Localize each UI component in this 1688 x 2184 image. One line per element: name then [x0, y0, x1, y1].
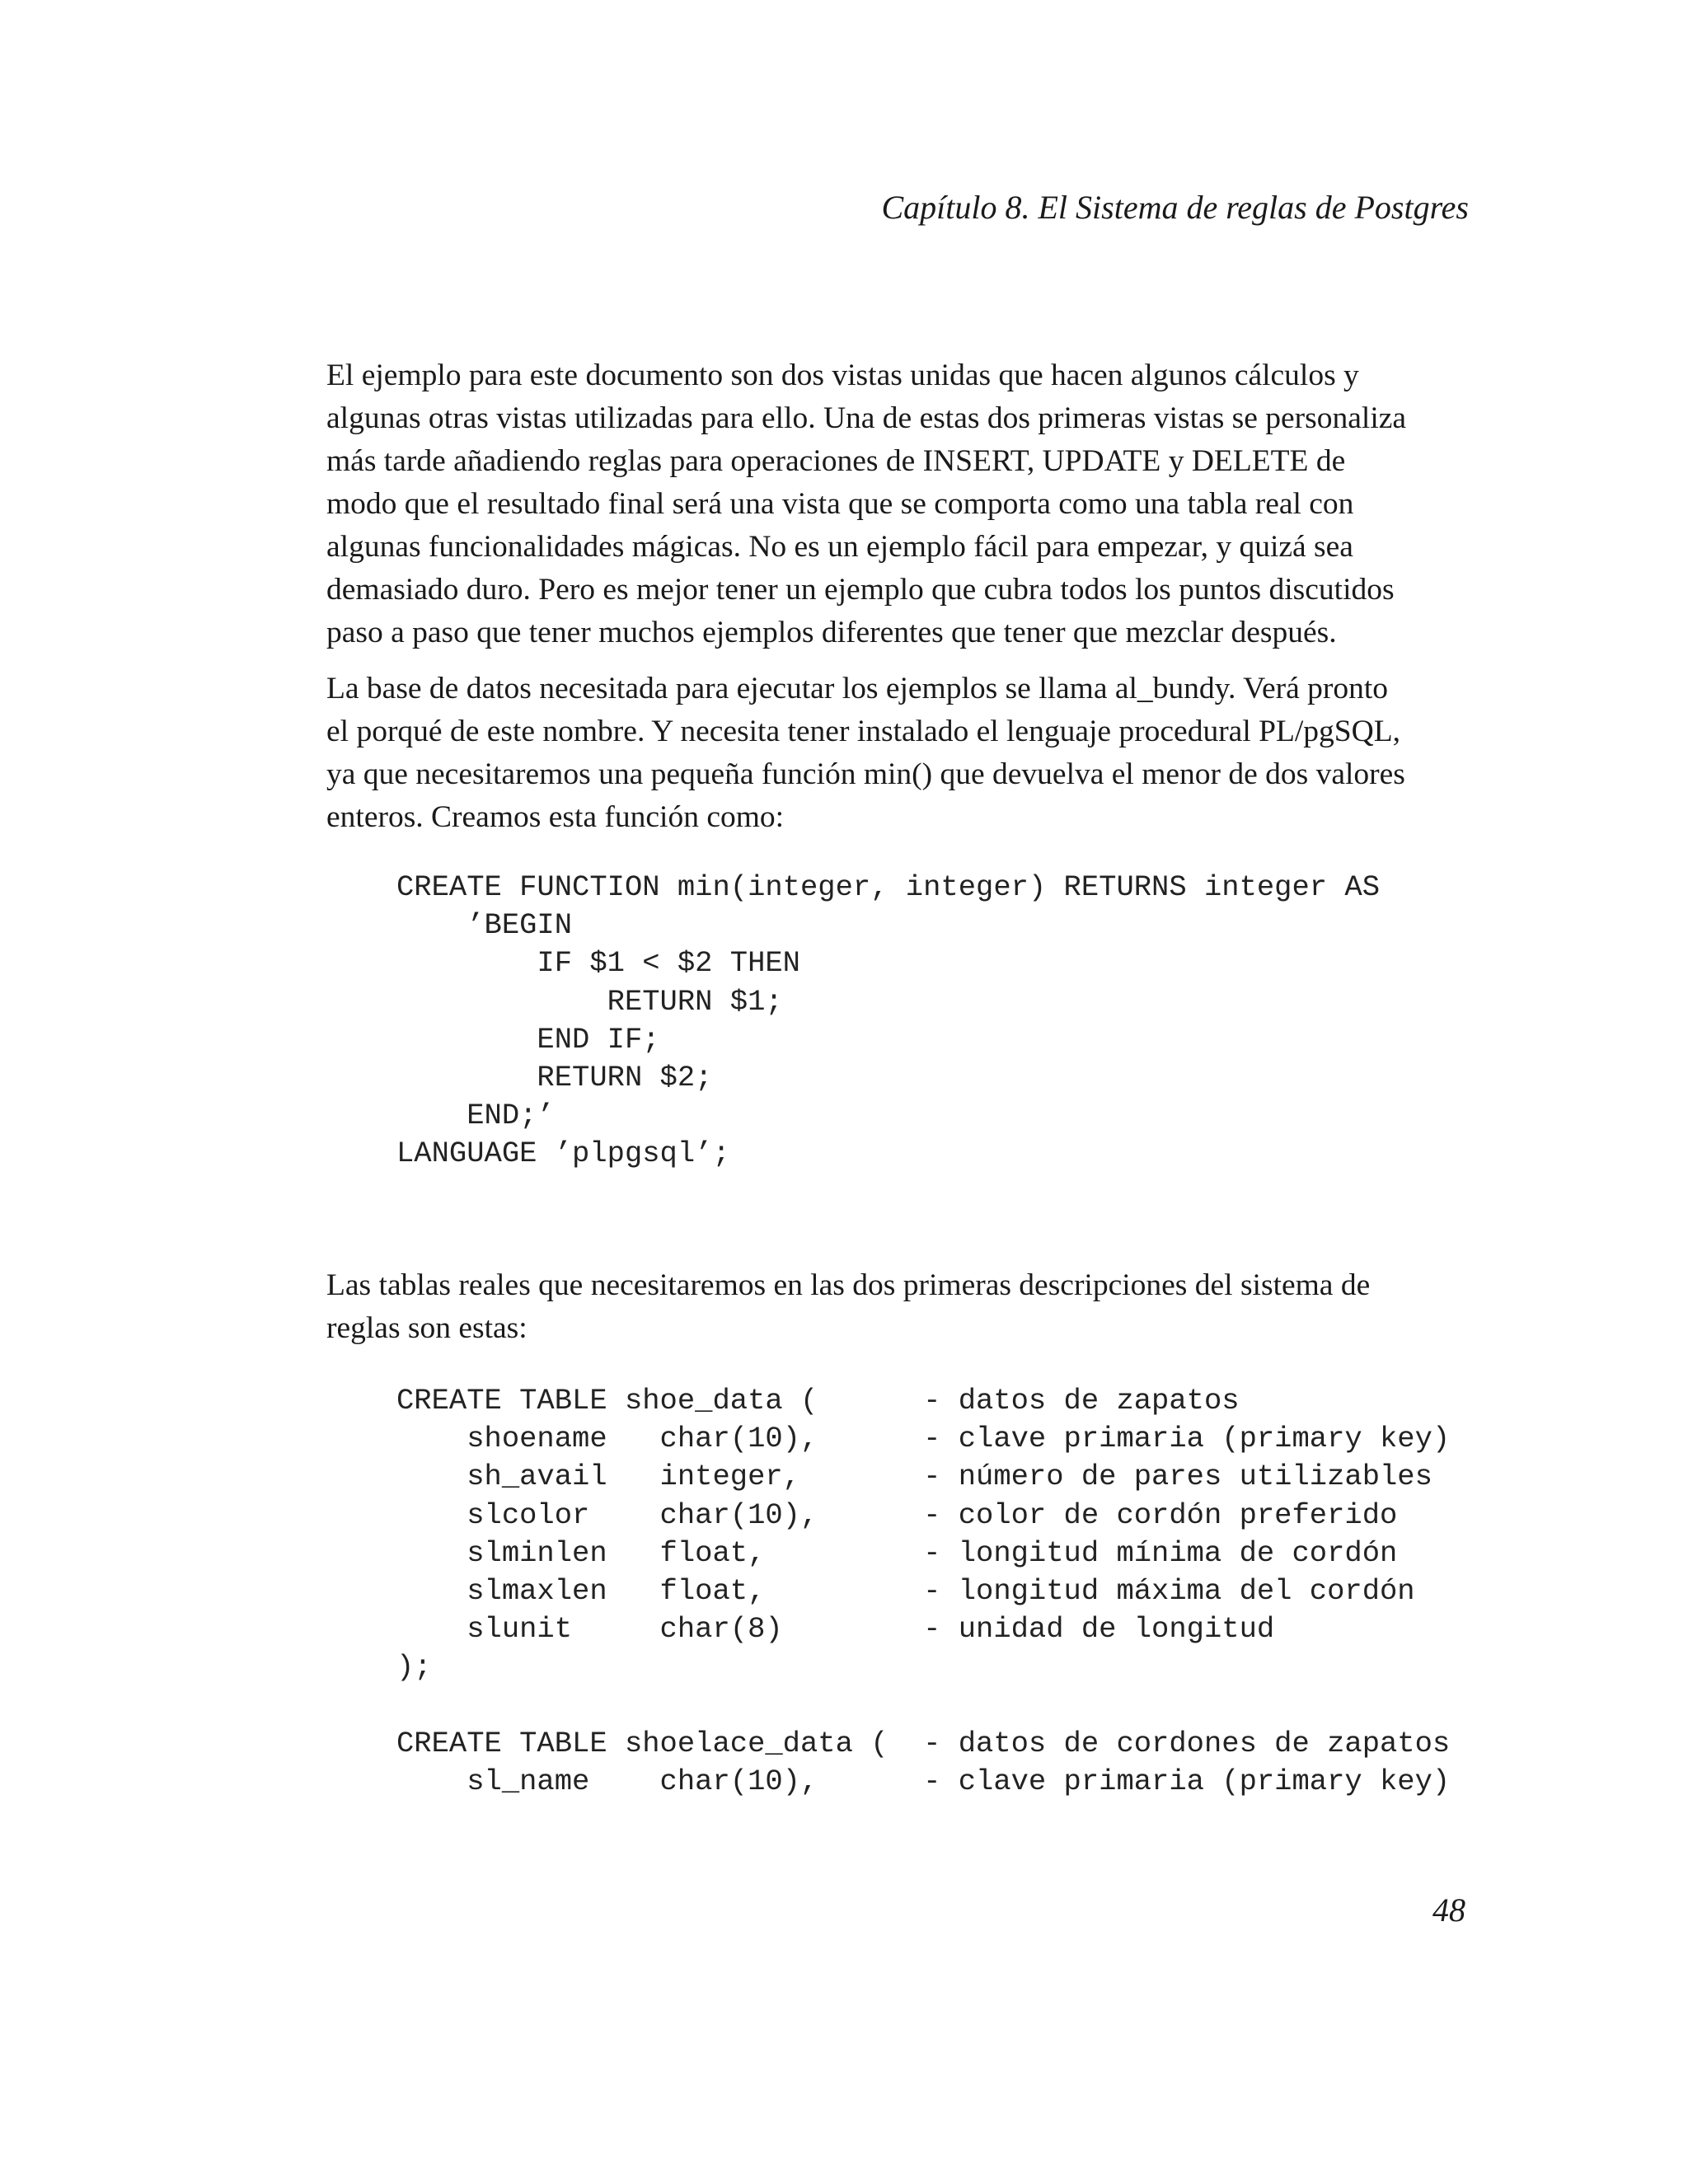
body-paragraph-tables: Las tablas reales que necesitaremos en las dos primeras descripciones del sistema de reglas son estas: [326, 1268, 1371, 1345]
body-paragraph-database: La base de datos necesitada para ejecutar los ejemplos se llama al_bundy. Verá pronto el porqué de este nombre. Y necesita tener instalado el lenguaje procedural PL/pgSQL, ya que necesitaremos una pequeña función min() que devuelva el menor de dos valores enteros. Creamos esta función como: [326, 672, 1405, 834]
body-paragraph-intro: El ejemplo para este documento son dos vistas unidas que hacen algunos cálculos y algunas otras vistas utilizadas para ello. Una de estas dos primeras vistas se personaliza más tarde añadiendo reglas para operaciones de INSERT, UPDATE y DELETE de modo que el resultado final será una vista que se comporta como una tabla real con algunas funcionalidades mágicas. No es un ejemplo fácil para empezar, y quizá sea demasiado duro. Pero es mejor tener un ejemplo que cubra todos los puntos discutidos paso a paso que tener muchos ejemplos diferentes que tener que mezclar después. [326, 359, 1407, 649]
page-number: 48 [1432, 1891, 1465, 1929]
code-block-min-function: CREATE FUNCTION min(integer, integer) RETURNS integer AS ’BEGIN IF $1 < $2 THEN RETURN $1; END IF; RETURN $2; END;’ LANGUAGE ’plpgsql’; [396, 870, 1380, 1171]
code-block-create-tables: CREATE TABLE shoe_data ( - datos de zapatos shoename char(10), - clave primaria (primary key) sh_avail integer, - número de pares utilizables slcolor char(10), - color de cordón preferido slminlen float, - longitud mínima de cordón slmaxlen float, - longitud máxima del cordón slunit char(8) - unidad de longitud ); CREATE TABLE shoelace_data ( - datos de cordones de zapatos sl_name char(10), - clave primaria (primary key) [396, 1384, 1451, 1799]
running-header-title: Capítulo 8. El Sistema de reglas de Postgres [881, 189, 1469, 226]
